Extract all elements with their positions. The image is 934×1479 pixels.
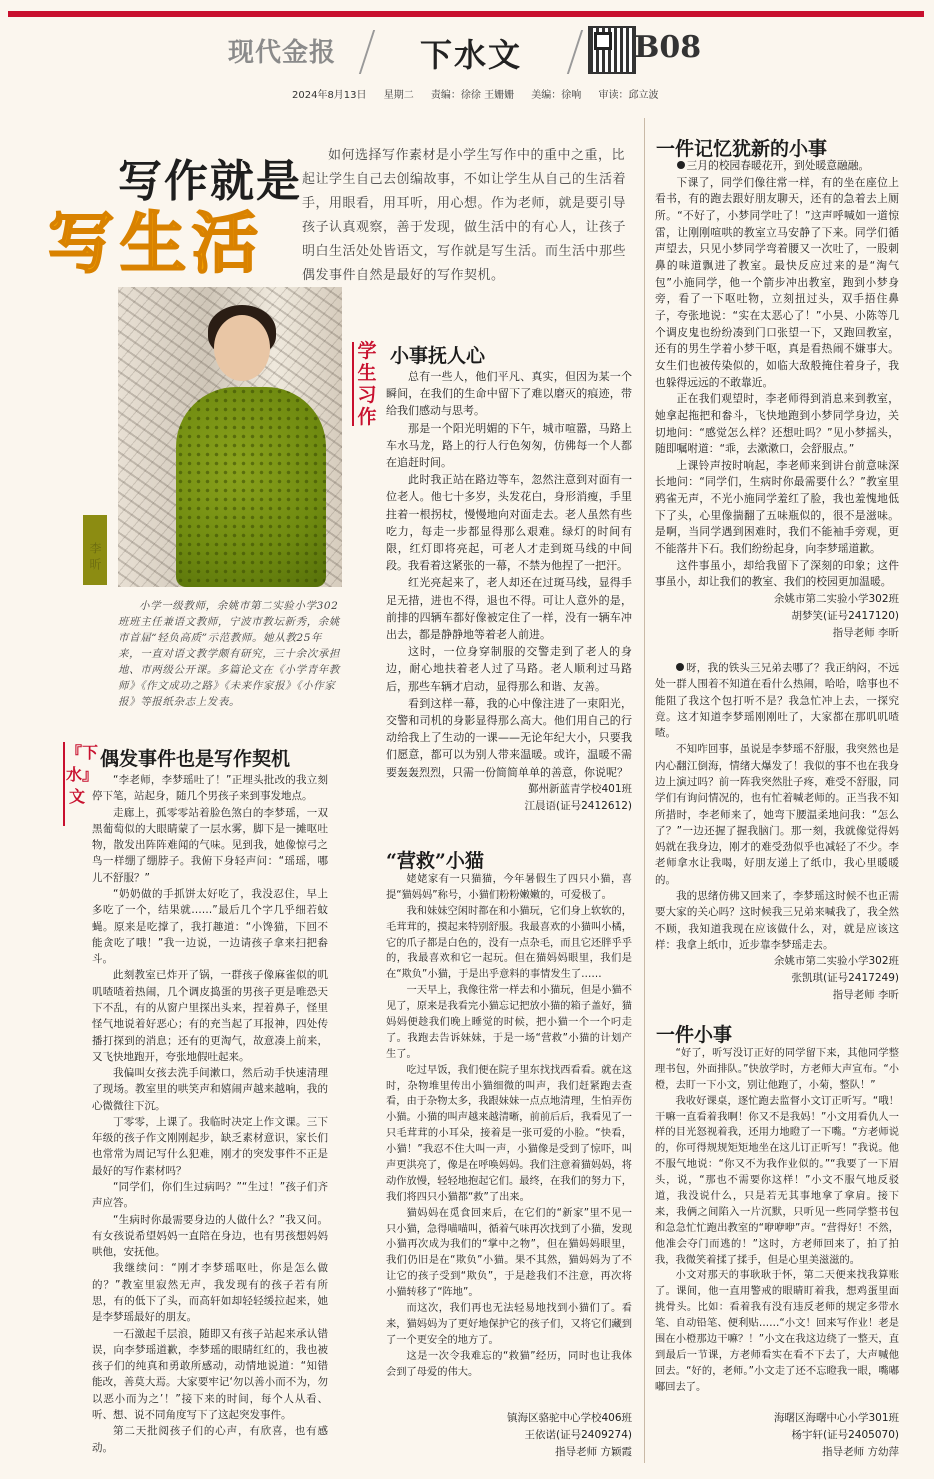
student-tag-bar <box>352 342 354 426</box>
essay2-student: 王依诺(证号2409274) <box>524 1429 632 1441</box>
essay5-teacher: 指导老师 方幼萍 <box>822 1446 899 1458</box>
essay5-paragraph: “好了，听写没订正好的同学留下来，其他同学整理书包，外面排队。”快放学时，方老师大声宣布。“小橙，去盯一下小文，别让他跑了，小菊，整队！” <box>655 1047 899 1091</box>
essay1-student: 江晨语(证号2412612) <box>524 799 632 812</box>
feature-title-line2: 写生活 <box>48 205 264 282</box>
essay5-paragraph: 小文对那天的事耿耿于怀，第二天便来找我算账了。课间，他一直用警戒的眼睛盯着我，想鸡蛋里面挑骨头。比如：看着我有没有违反老师的规定多带水笔、自动铅笔、便利贴……“小文！回来写作业！老是围在小橙那边干嘛？！”小文在我这边绕了一整天，直到最后一节课，方老师看实在看不下去了，大声喊他回去。“好的，老师。”小文走了还不忘瞪我一眼，嘴嘟嘟回去了。 <box>655 1269 899 1393</box>
teacher-essay-paragraph: 走廊上，孤零零站着脸色煞白的李梦瑶，一双黑葡萄似的大眼睛蒙了一层水雾，脚下是一摊呕吐物，散发出阵阵难闻的气味。见到我，她像惊弓之鸟一样绷了绷脖子。我俯下身轻声问：“瑶瑶，哪儿不舒服？” <box>92 806 328 884</box>
teacher-essay-title: 偶发事件也是写作契机 <box>100 748 291 770</box>
teacher-essay-paragraph: “同学们，你们生过病吗？”“生过！”孩子们齐声应答。 <box>92 1181 328 1210</box>
section-title: 下水文 <box>420 36 523 74</box>
essay3-title-wrap <box>656 134 827 161</box>
essay1-signature <box>386 781 632 815</box>
teacher-essay-paragraph: 第二天批阅孩子们的心声，有欣喜，也有感动。 <box>92 1425 328 1454</box>
column-separator <box>644 118 645 1463</box>
essay2-paragraph: 一天早上，我像往常一样去和小猫玩，但是小猫不见了，原来是我看完小猫忘记把放小猫的箱子盖好，猫妈妈便趁我们晚上睡觉的时候，把小猫一个一个叼走了。我跑去告诉妹妹，于是一场“营救”小猫的计划产生了。 <box>386 984 633 1060</box>
essay1-body <box>386 368 632 815</box>
author-bio: 小学一级教师，余姚市第二实验小学302班班主任兼语文教师，宁波市教坛新秀，余姚市首届“轻负高质”示范教师。她从教25年来，一直对语文教学颇有研究，三十余次承担地、市两级公开课。多篇论文在《小学青年教师》《作文成功之路》《未来作家报》《小作家报》等报纸杂志上发表。 <box>118 600 340 708</box>
essay2-paragraph: 这是一次令我难忘的“救猫”经历，同时也让我体会到了母爱的伟大。 <box>386 1349 632 1378</box>
portrait-dress-pattern <box>176 387 326 587</box>
qr-code-icon <box>588 26 636 74</box>
teacher-essay-body <box>92 772 328 1456</box>
essay2-title: “营救”小猫 <box>386 850 484 872</box>
teacher-tag-bar <box>63 742 65 826</box>
essay2-teacher: 指导老师 方颖霞 <box>555 1446 632 1458</box>
portrait-face <box>214 315 270 381</box>
paper-name: 现代金报 <box>228 38 337 68</box>
essay2-paragraph: 猫妈妈在觅食回来后，在它们的“新家”里不见一只小猫，急得喵喵叫，循着气味再次找到了小猫，发现小猫再次成为我们的“掌中之物”，但在猫妈妈眼里，我们仍旧是在“欺负”小猫。果不其然，猫妈妈为了不让它的孩子受到“欺负”，于是趁我们不注意，再次将小猫转移了“阵地”。 <box>386 1206 633 1299</box>
essay4-teacher: 指导老师 李昕 <box>832 989 899 1002</box>
essay5-school: 海曙区海曙中心小学301班 <box>773 1412 899 1424</box>
feature-title-line1: 写作就是 <box>118 156 302 207</box>
essay3-signature <box>655 591 899 642</box>
essay2-title-wrap <box>386 846 484 873</box>
top-red-rule <box>8 11 924 17</box>
designer-credit: 美编：徐响 <box>531 90 582 101</box>
essay4-first-paragraph: 呀，我的铁头三兄弟去哪了？我正纳闷，不远处一群人围着不知道在看什么热闹，哈哈，啥事也不能阻了我这个包打听不是？我急忙冲上去，一探究竟。这才知道李梦瑶刚刚吐了，大家都在那叽叽喳喳。 <box>655 662 899 740</box>
essay1-title-wrap <box>390 341 485 368</box>
essay1-paragraph: 看到这样一幕，我的心中像注进了一束阳光，交警和司机的身影显得那么高大。他们用自己的行动给我上了生动的一课——无论年纪大小，只要我们愿意，都可以为别人带来温暖。或许，温暖不需要轰轰烈烈，只需一份简简单单的善意，你说呢？ <box>386 696 632 779</box>
essay2-paragraph: 我和妹妹空闲时都在和小猫玩，它们身上软软的，毛茸茸的，摸起来特别舒服。我最喜欢的小猫叫小橘，它的爪子都是白色的，没有一点杂毛，而且它还胖乎乎的，我最喜欢和它一起玩。但在猫妈妈眼里，我们是在“欺负”小猫，于是出乎意料的事情发生了…… <box>386 904 633 981</box>
issue-meta <box>292 86 672 101</box>
student-tag: 学生习作 <box>357 340 377 428</box>
essay4-paragraph <box>655 660 899 741</box>
author-name: 李昕 <box>88 542 102 574</box>
essay5-title: 一件小事 <box>656 1024 733 1046</box>
teacher-essay-paragraph: “李老师，李梦瑶吐了！”正埋头批改的我立刻停下笔，站起身，随几个男孩子来到事发地点。 <box>92 774 328 803</box>
essay2-school: 镇海区骆驼中心学校406班 <box>506 1412 632 1424</box>
issue-weekday: 星期二 <box>383 90 414 101</box>
teacher-essay-paragraph: 一石激起千层浪，随即又有孩子站起来承认错误，向李梦瑶道歉，李梦瑶的眼睛红红的，我也被孩子们的纯真和勇敢所感动，动情地说道：“知错能改，善莫大焉。大家要牢记‘勿以善小而不为，勿以恶小而为之’！”接下来的时间，每个人从看、听、想、说不同角度写下了这起突发事件。 <box>92 1327 328 1421</box>
author-portrait <box>118 287 342 587</box>
essay2-paragraph: 吃过早饭，我们便在院子里东找找西看看。就在这时，杂物堆里传出小猫细微的叫声，我们赶紧跑去查看，由于杂物太多，我跟妹妹一点点地清理，生怕弄伤小猫。小猫的叫声越来越清晰，前前后后，我看见了一只毛茸茸的小耳朵，接着是一张可爱的小脸。“快看，小猫！”我忍不住大叫一声，小猫像是受到了惊吓，叫声更洪亮了，像是在呼唤妈妈。我们注意着猫妈妈，将动作放慢，轻轻地抱起它们。最终，在我们的努力下，我们将四只小猫都“救”了出来。 <box>386 1063 633 1203</box>
essay1-paragraph: 红光亮起来了，老人却还在过斑马线，显得手足无措，进也不得，退也不得。可让人意外的是，前排的四辆车都好像被定住了一样，没有一辆车冲出去，都是静静地等着老人前进。 <box>386 576 632 642</box>
essay4-student: 张凯琪(证号2417249) <box>791 972 899 985</box>
masthead-divider <box>359 30 375 74</box>
essay1-paragraph: 总有一些人，他们平凡、真实，但因为某一个瞬间，在我们的生命中留下了难以磨灭的痕迹，带给我们感动与思考。 <box>386 370 632 418</box>
essay2-signature <box>386 1410 632 1461</box>
essay3-body <box>655 158 899 642</box>
essay3-paragraph: 这件事虽小，却给我留下了深刻的印象；这件事虽小，却让我们的教室、我们的校园更加温暖。 <box>655 558 899 589</box>
essay5-body <box>655 1046 899 1396</box>
teacher-essay-title-wrap <box>100 744 290 771</box>
issue-date: 2024年8月13日 <box>292 90 367 101</box>
feature-intro: 如何选择写作素材是小学生写作中的重中之重，比起让学生自己去创编故事，不如让学生从自己的生活着手，用眼看，用耳听，用心想。作为老师，就是要引导孩子认真观察，善于发现，做生活中的有心人，让孩子明白生活处处皆语文，写作就是写生活。而生活中那些偶发事件自然是最好的写作契机。 <box>302 148 627 283</box>
teacher-essay-paragraph: 丁零零，上课了。我临时决定上作文课。三下年级的孩子作文刚刚起步，缺乏素材意识，家长们也常常为周记写什么犯难，刚才的突发事件不正是最好的写作素材吗？ <box>92 1115 328 1177</box>
proofreader-credit: 审读：邱立波 <box>598 90 659 101</box>
editor-credit: 责编：徐徐 王姗姗 <box>430 90 515 101</box>
essay3-first-line: 三月的校园春暖花开，到处暖意融融。 <box>686 159 870 172</box>
essay3-paragraph <box>655 158 899 175</box>
bullet-icon <box>676 663 684 671</box>
essay3-paragraph: 正在我们观望时，李老师得到消息来到教室，她拿起拖把和畚斗，飞快地跑到小梦同学身边，关切地问：“感觉怎么样？还想吐吗？”见小梦摇头，随即嘱咐道：“乖，去漱漱口，会舒服点。” <box>655 392 899 456</box>
essay1-paragraph: 那是一个阳光明媚的下午，城市喧嚣，马路上车水马龙，路上的行人行色匆匆，仿佛每一个人都在追赶时间。 <box>386 421 632 470</box>
essay5-signature <box>655 1410 899 1461</box>
essay3-school: 余姚市第二实验小学302班 <box>773 593 899 606</box>
essay4-paragraph: 我的思绪仿佛又回来了，李梦瑶这时候不也正需要大家的关心吗？这时候我三兄弟来喊我了，我全然不顾，我知道我现在应该做什么，对，就是应该这样：我拿上纸巾，近步靠李梦瑶走去。 <box>655 889 899 951</box>
teacher-essay-paragraph: 此刻教室已炸开了锅，一群孩子像麻雀似的叽叽喳喳着热闹，几个调皮捣蛋的男孩子更是唯恐天下不乱，有的从窗户里探出头来，捏着鼻子，怪里怪气地说着好恶心；有的充当起了耳报神，四处传播打探到的消息；还有的更淘气，故意凑上前来，又飞快地跑开，夸张地假吐起来。 <box>92 969 328 1063</box>
essay4-paragraph: 不知咋回事，虽说是李梦瑶不舒服，我突然也是内心翻江倒海，情绪大爆发了！我似的事不也在我身边上演过吗？前一阵我突然肚子疼，难受不舒服，同学们有询问情况的，也有忙着喊老师的。正当我不知所措时，李老师来了，她弯下腰温柔地问我：“怎么了？”一边还握了握我脑门。那一刻，我就像觉得妈妈就在我身边，刚才的难受劲似乎也减轻了不少。李老师拿水让我喝，好朋友递上了纸巾，我心里暖暖的。 <box>655 743 899 886</box>
bullet-icon <box>677 161 685 169</box>
teacher-essay-paragraph: “奶奶做的手抓饼太好吃了，我没忍住，早上多吃了一个，结果就……”最后几个字几乎细若蚊蝇。原来是吃撑了，我打趣道：“小馋猫，下回不能贪吃了哦！”我一边说，一边请孩子拿来扫把畚斗。 <box>92 887 328 966</box>
essay2-paragraph: 而这次，我们再也无法轻易地找到小猫们了。看来，猫妈妈为了更好地保护它的孩子们，又将它们藏到了一个更安全的地方了。 <box>386 1302 633 1346</box>
essay3-student: 胡梦笑(证号2417120) <box>791 610 899 623</box>
essay1-paragraph: 这时，一位身穿制服的交警走到了老人的身边，耐心地扶着老人过了马路。老人顺利过马路后，那些车辆才启动，显得那么和谐、友善。 <box>386 645 632 693</box>
essay1-paragraph: 此时我正站在路边等车，忽然注意到对面有一位老人。他七十多岁，头发花白，身形消瘦，手里拄着一根拐杖，慢慢地向对面走去。老人虽然有些吃力，每走一步都显得那么艰难。绿灯的时间有限，红灯即将亮起，可老人才走到斑马线的中间段。我看着这紧张的一幕，不禁为他捏了一把汗。 <box>386 473 632 573</box>
teacher-essay-paragraph: 我继续问：“刚才李梦瑶呕吐，你是怎么做的？”教室里寂然无声，我发现有的孩子若有所思，有的低下了头，而高轩如却轻轻缓拉起来，她是李梦瑶最好的朋友。 <box>92 1262 328 1324</box>
essay3-paragraph: 上课铃声按时响起，李老师来到讲台前意味深长地问：“同学们，生病时你最需要什么？”教室里鸦雀无声，不光小施同学羞红了脸，我也羞愧地低下了头，心里像揣翻了五味瓶似的，很不是滋味。是啊，当同学遇到困难时，我们不能袖手旁观，更不能落井下石。我们纷纷起身，向李梦瑶道歉。 <box>655 458 899 556</box>
essay3-title: 一件记忆犹新的小事 <box>656 138 828 160</box>
essay5-paragraph: 我收好课桌，逐忙跑去监督小文订正听写。“哦！干嘛一直看着我啊！你又不是我妈！”小文用看仇人一样的目光怒视着我，还用力地瞪了一下嘴。“方老师说的，你可得规规矩矩地坐在这儿订正听写！”我说。他不服气地说：“你又不为我作业似的。”“我要了一下眉头，说，“那也不需要你这样！”小文不服气地反驳道，我没说什么，只是若无其事地拿了拿肩。接下来，我俩之间陷入一片沉默，只听见一些同学整书包和急急忙忙跑出教室的“咿咿咿”声。“营得好！不然，他准会夺门而逃的！”这时，方老师回来了，拍了拍我，我微笑着揉了揉手，但是心里美滋滋的。 <box>655 1094 899 1266</box>
essay5-student: 杨宇轩(证号2405070) <box>791 1429 899 1441</box>
essay2-paragraph: 姥姥家有一只猫猫，今年暑假生了四只小猫，喜提“猫妈妈”称号，小猫们粉粉嫩嫩的，可爱极了。 <box>386 873 632 901</box>
page-number: B08 <box>634 30 702 65</box>
teacher-essay-paragraph: “生病时你最需要身边的人做什么？”我又问。有女孩说希望妈妈一直陪在身边，也有男孩想妈妈哄他，安抚他。 <box>92 1213 328 1259</box>
teacher-tag: 『下水』文 <box>66 743 99 806</box>
essay4-school: 余姚市第二实验小学302班 <box>773 955 899 968</box>
essay4-signature <box>655 953 899 1004</box>
teacher-essay-paragraph: 我偏叫女孩去洗手间漱口，然后动手快速清理了现场。教室里的哄笑声和嬉闹声越来越响，我的心微微往下沉。 <box>92 1067 328 1112</box>
essay5-title-wrap <box>656 1020 732 1047</box>
essay1-title: 小事抚人心 <box>390 345 486 367</box>
masthead-divider <box>567 30 583 74</box>
essay1-school: 鄞州新蓝青学校401班 <box>527 782 632 795</box>
essay4-body <box>655 660 899 1004</box>
essay3-teacher: 指导老师 李昕 <box>832 627 899 640</box>
essay3-paragraph: 下课了，同学们像往常一样，有的坐在座位上看书，有的跑去跟好朋友聊天，还有的急着去上厕所。“不好了，小梦同学吐了！”这声呼喊如一道惊雷，让刚刚喧哄的教室立马安静了下来。同学们循声望去，只见小梦同学弯着腰又一次吐了，一股刺鼻的味道飘进了教室。最快反应过来的是“淘气包”小施同学，他一个箭步冲出教室，跑到小梦身旁，看了一下呕吐物，立刻扭过头，双手捂住鼻子，夸张地说：“实在太恶心了！”小昊、小陈等几个调皮鬼也纷纷凑到门口张望一下，又跑回教室，还有的男生学着小梦干呕，真是看热闹不嫌事大。女生们也被传染似的，如临大敌般掩住着身子，我也躲得远远的不敢靠近。 <box>655 175 899 389</box>
essay2-body <box>386 872 632 1381</box>
